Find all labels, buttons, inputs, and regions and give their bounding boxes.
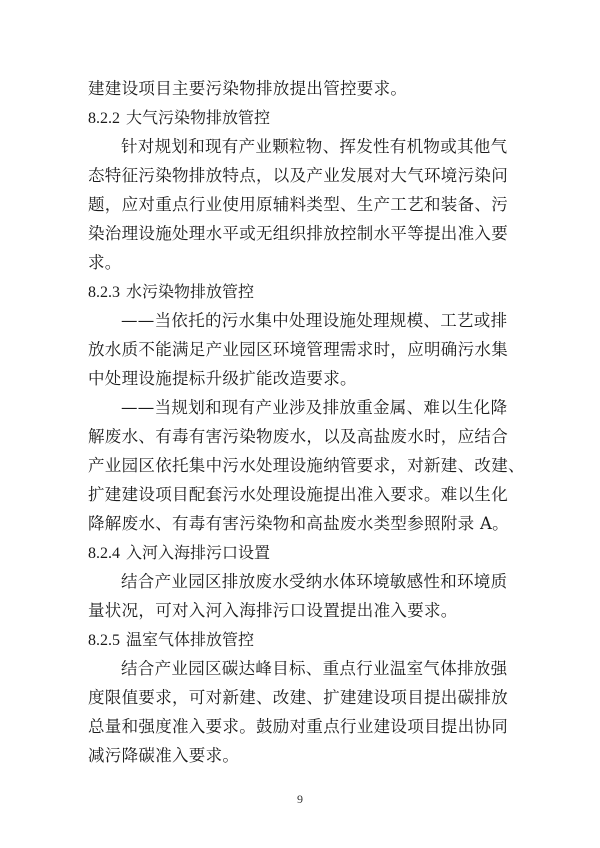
paragraph-line: 建建设项目主要污染物排放提出管控要求。 (88, 79, 408, 98)
paragraph-line: 放水质不能满足产业园区环境管理需求时，应明确污水集 (88, 340, 508, 359)
section-heading-8-2-5 (88, 625, 518, 654)
paragraph-line: 产业园区依托集中污水处理设施纳管要求，对新建、改建、 (88, 456, 525, 475)
paragraph-line: 题，应对重点行业使用原辅料类型、生产工艺和装备、污 (88, 195, 508, 214)
paragraph-line: 降解废水、有毒有害污染物和高盐废水类型参照附录 A。 (88, 514, 509, 533)
paragraph-line: 中处理设施提标升级扩能改造要求。 (88, 369, 357, 388)
paragraph-line: 扩建建设项目配套污水处理设施提出准入要求。难以生化 (88, 485, 508, 504)
paragraph-line: 量状况，可对入河入海排污口设置提出准入要求。 (88, 601, 458, 620)
document-body (88, 74, 525, 770)
paragraph-line: 结合产业园区排放废水受纳水体环境敏感性和环境质 (121, 572, 508, 591)
paragraph-line: ——当规划和现有产业涉及排放重金属、难以生化降 (121, 398, 508, 417)
section-title: 入河入海排污口设置 (126, 543, 271, 562)
section-number: 8.2.5 (88, 632, 120, 649)
section-title: 水污染物排放管控 (126, 282, 255, 301)
section-number: 8.2.3 (88, 284, 120, 301)
paragraph-line: 减污降碳准入要求。 (88, 746, 240, 765)
section-number: 8.2.4 (88, 545, 120, 562)
section-heading-8-2-3 (88, 277, 518, 306)
paragraph-line: 解废水、有毒有害污染物废水，以及高盐废水时，应结合 (88, 427, 508, 446)
paragraph-line: 度限值要求，可对新建、改建、扩建建设项目提出碳排放 (88, 688, 508, 707)
paragraph-line: 态特征污染物排放特点，以及产业发展对大气环境污染问 (88, 166, 508, 185)
section-title: 温室气体排放管控 (126, 630, 255, 649)
paragraph-line: 总量和强度准入要求。鼓励对重点行业建设项目提出协同 (88, 717, 508, 736)
paragraph-line: 结合产业园区碳达峰目标、重点行业温室气体排放强 (121, 659, 508, 678)
paragraph-line: 染治理设施处理水平或无组织排放控制水平等提出准入要 (88, 224, 508, 243)
section-heading-8-2-4 (88, 538, 518, 567)
section-number: 8.2.2 (88, 110, 120, 127)
paragraph-line: 求。 (88, 253, 122, 272)
page-number: 9 (297, 792, 303, 806)
section-heading-8-2-2 (88, 103, 518, 132)
paragraph-line: 针对规划和现有产业颗粒物、挥发性有机物或其他气 (121, 137, 508, 156)
section-title: 大气污染物排放管控 (126, 108, 271, 127)
paragraph-line: ——当依托的污水集中处理设施处理规模、工艺或排 (121, 311, 508, 330)
